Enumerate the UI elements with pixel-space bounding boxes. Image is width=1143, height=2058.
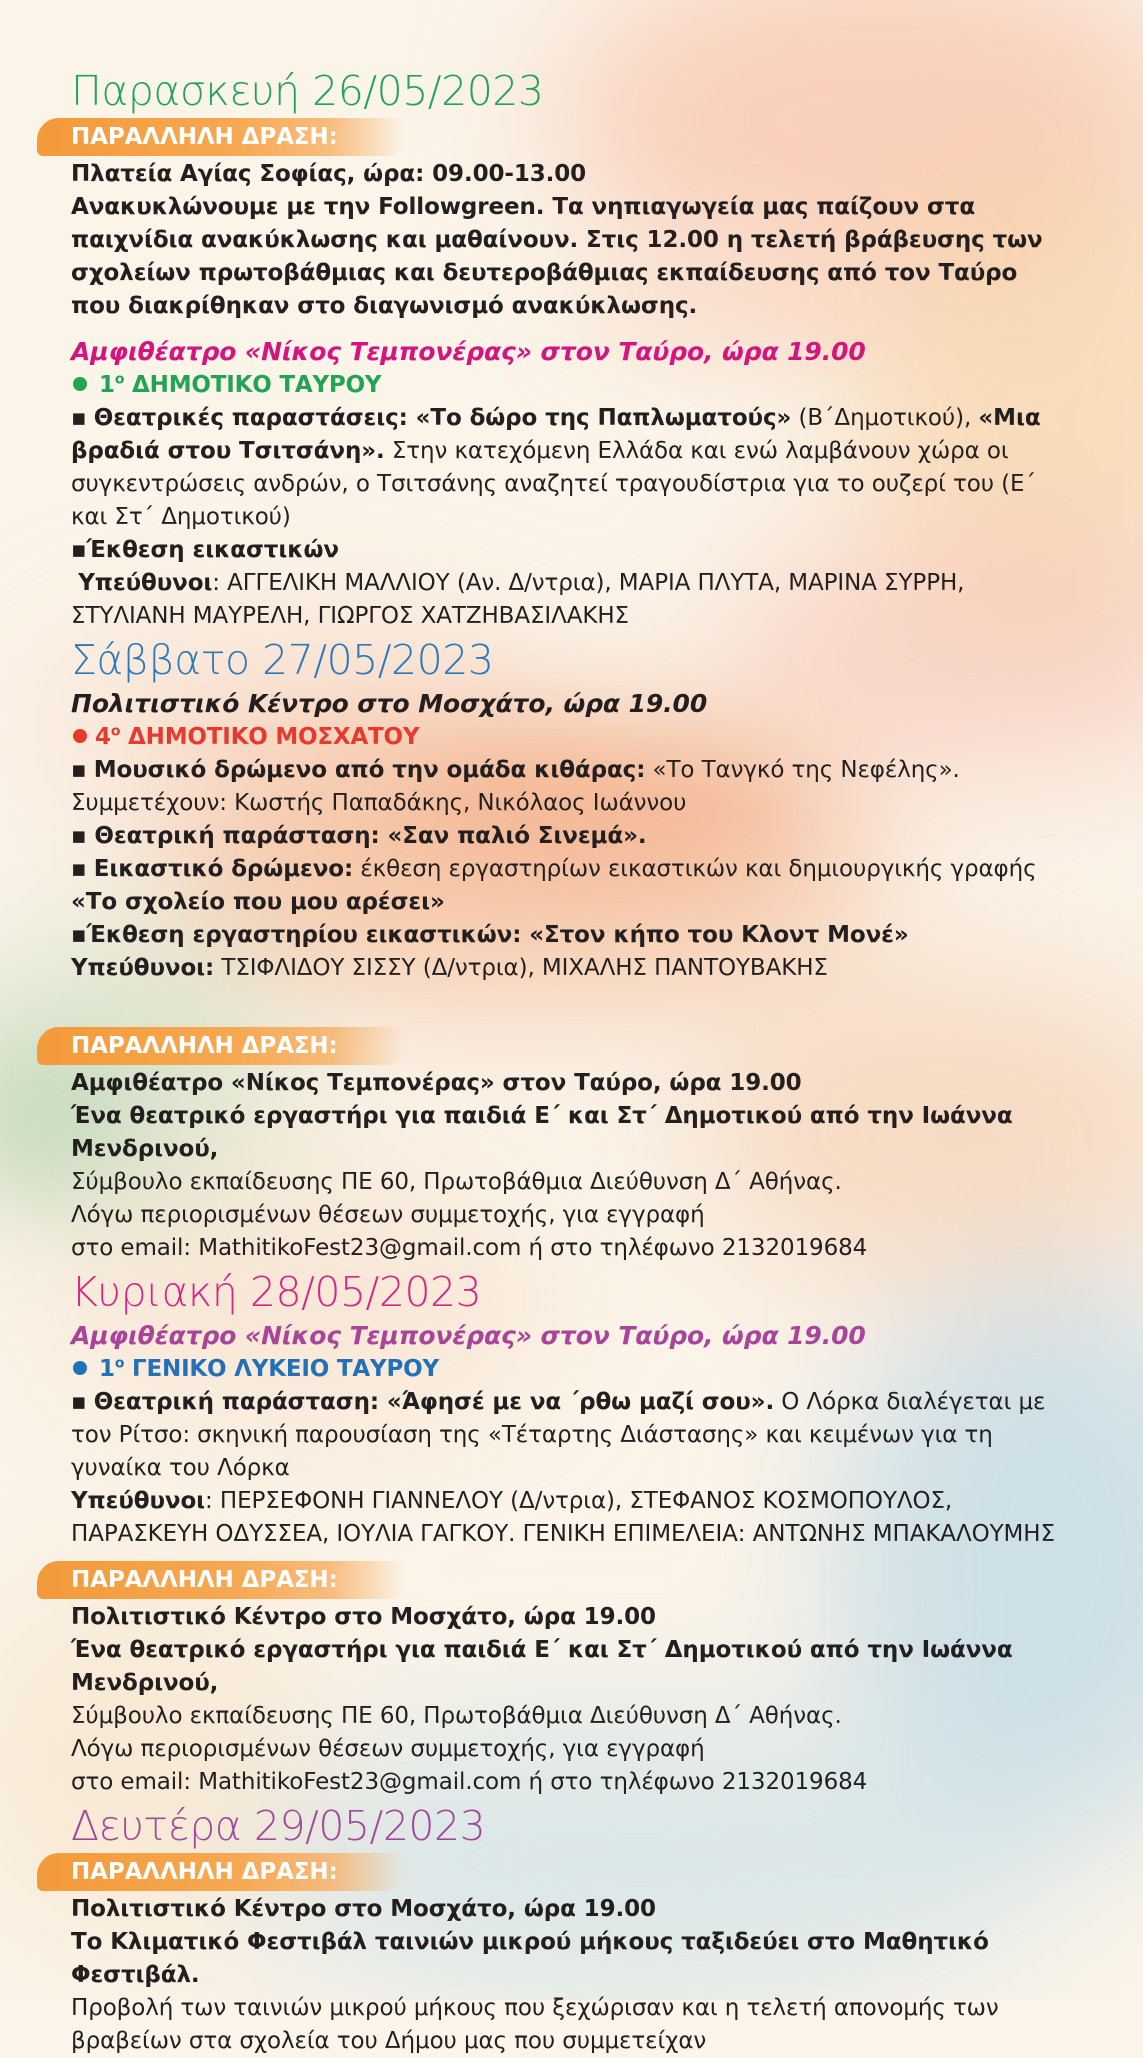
- parallel-description: Προβολή των ταινιών μικρού μήκους που ξεχώρισαν και η τελετή απονομής των βραβείων στα σχολεία του Δήμου μας που συμμετείχαν: [71, 1995, 999, 2054]
- day-saturday: [71, 633, 1071, 1265]
- parallel-detail: Λόγω περιορισμένων θέσεων συμμετοχής, για εγγραφή: [71, 1202, 705, 1228]
- square-bullet-icon: ▪: [71, 856, 87, 882]
- parallel-venue: Αμφιθέατρο «Νίκος Τεμπονέρας» στον Ταύρο, ώρα 19.00: [71, 1070, 802, 1096]
- day-title: Κυριακή 28/05/2023: [71, 1268, 482, 1316]
- square-bullet-icon: ▪: [71, 1389, 87, 1415]
- parallel-title: Το Κλιματικό Φεστιβάλ ταινιών μικρού μήκους ταξιδεύει στο Μαθητικό Φεστιβάλ.: [71, 1929, 989, 1988]
- event-item: ▪Έκθεση εικαστικών: [71, 537, 339, 563]
- program-content: [71, 64, 1071, 2058]
- day-title: Δευτέρα 29/05/2023: [71, 1802, 486, 1850]
- day-title: Σάββατο 27/05/2023: [71, 636, 494, 684]
- parallel-title: Ένα θεατρικό εργαστήρι για παιδιά Ε΄ και Στ΄ Δημοτικού από την Ιωάννα Μενδρινού,: [71, 1637, 1013, 1696]
- event-item: ▪ Μουσικό δρώμενο από την ομάδα κιθάρας: «Το Τανγκό της Νεφέλης».: [71, 757, 960, 783]
- parallel-detail: Λόγω περιορισμένων θέσεων συμμετοχής, για εγγραφή: [71, 1736, 705, 1762]
- event-item-detail: «Το σχολείο που μου αρέσει»: [71, 889, 445, 915]
- venue-time-line: Πλατεία Αγίας Σοφίας, ώρα: 09.00-13.00: [71, 161, 587, 187]
- school-name: $1^o$ ΓΕΝΙΚΟ ΛΥΚΕΙΟ ΤΑΥΡΟΥ: [71, 1353, 1071, 1386]
- parallel-title: Ένα θεατρικό εργαστήρι για παιδιά Ε΄ και Στ΄ Δημοτικού από την Ιωάννα Μενδρινού,: [71, 1103, 1013, 1162]
- day-title: Παρασκευή 26/05/2023: [71, 67, 544, 115]
- day-sunday: [71, 1265, 1071, 1799]
- bullet-dot-icon: [73, 1361, 87, 1375]
- venue-heading: Αμφιθέατρο «Νίκος Τεμπονέρας» στον Ταύρο, ώρα 19.00: [71, 1321, 866, 1350]
- parallel-detail: Σύμβουλο εκπαίδευσης ΠΕ 60, Πρωτοβάθμια Διεύθυνση Δ΄ Αθήνας.: [71, 1169, 842, 1195]
- bullet-dot-icon: [73, 377, 87, 391]
- square-bullet-icon: ▪: [71, 757, 87, 783]
- school-name: $1^o$ ΔΗΜΟΤΙΚΟ ΤΑΥΡΟΥ: [71, 369, 1071, 402]
- square-bullet-icon: ▪: [71, 405, 87, 431]
- day-friday: [71, 64, 1071, 633]
- day-monday: [71, 1799, 1071, 2058]
- parallel-venue: Πολιτιστικό Κέντρο στο Μοσχάτο, ώρα 19.00: [71, 1604, 656, 1630]
- parallel-action-banner: ΠΑΡΑΛΛΗΛΗ ΔΡΑΣΗ:: [37, 1027, 404, 1065]
- event-description: Ανακυκλώνουμε με την Followgreen. Τα νηπιαγωγεία μας παίζουν στα παιχνίδια ανακύκλωσης και μαθαίνουν. Στις 12.00 η τελετή βράβευσης των σχολείων πρωτοβάθμιας και δευτεροβάθμιας εκπαίδευσης από τον Ταύρο που διακρίθηκαν στο διαγωνισμό ανακύκλωσης.: [71, 194, 1043, 319]
- bullet-dot-icon: [73, 729, 87, 743]
- event-item: ▪ Θεατρικές παραστάσεις: «Το δώρο της Παπλωματούς» (Β΄Δημοτικού), «Μια βραδιά στου Τσιτσάνη». Στην κατεχόμενη Ελλάδα και ενώ λαμβάνουν χώρα οι συγκεντρώσεις ανδρών, ο Τσιτσάνης αναζητεί τραγουδίστρια για το ουζερί του (Ε΄ και Στ΄ Δημοτικού): [71, 405, 1041, 530]
- venue-heading: Πολιτιστικό Κέντρο στο Μοσχάτο, ώρα 19.00: [71, 689, 708, 718]
- event-item: ▪ Εικαστικό δρώμενο: έκθεση εργαστηρίων εικαστικών και δημιουργικής γραφής: [71, 856, 1037, 882]
- parallel-action-banner: ΠΑΡΑΛΛΗΛΗ ΔΡΑΣΗ:: [37, 1853, 404, 1891]
- responsible-persons: Υπεύθυνοι: ΑΓΓΕΛΙΚΗ ΜΑΛΛΙΟΥ (Αν. Δ/ντρια), ΜΑΡΙΑ ΠΛΥΤΑ, ΜΑΡΙΝΑ ΣΥΡΡΗ, ΣΤΥΛΙΑΝΗ ΜΑΥΡΕΛΗ, ΓΙΩΡΓΟΣ ΧΑΤΖΗΒΑΣΙΛΑΚΗΣ: [71, 570, 965, 629]
- school-name: $4^o$ ΔΗΜΟΤΙΚΟ ΜΟΣΧΑΤΟΥ: [71, 721, 1071, 754]
- square-bullet-icon: ▪: [71, 922, 87, 948]
- event-item: ▪ Θεατρική παράσταση: «Σαν παλιό Σινεμά».: [71, 823, 647, 849]
- responsible-persons: Υπεύθυνοι: ΤΣΙΦΛΙΔΟΥ ΣΙΣΣΥ (Δ/ντρια), ΜΙΧΑΛΗΣ ΠΑΝΤΟΥΒΑΚΗΣ: [71, 955, 828, 981]
- event-item-detail: Συμμετέχουν: Κωστής Παπαδάκης, Νικόλαος Ιωάννου: [71, 790, 687, 816]
- parallel-venue: Πολιτιστικό Κέντρο στο Μοσχάτο, ώρα 19.00: [71, 1896, 656, 1922]
- parallel-action-banner: ΠΑΡΑΛΛΗΛΗ ΔΡΑΣΗ:: [37, 118, 404, 156]
- parallel-contact: στο email: MathitikoFest23@gmail.com ή στο τηλέφωνο 2132019684: [71, 1769, 868, 1795]
- square-bullet-icon: ▪: [71, 823, 87, 849]
- parallel-action-banner: ΠΑΡΑΛΛΗΛΗ ΔΡΑΣΗ:: [37, 1561, 404, 1599]
- parallel-contact: στο email: MathitikoFest23@gmail.com ή στο τηλέφωνο 2132019684: [71, 1235, 868, 1261]
- venue-heading: Αμφιθέατρο «Νίκος Τεμπονέρας» στον Ταύρο, ώρα 19.00: [71, 337, 866, 366]
- square-bullet-icon: ▪: [71, 537, 87, 563]
- parallel-detail: Σύμβουλο εκπαίδευσης ΠΕ 60, Πρωτοβάθμια Διεύθυνση Δ΄ Αθήνας.: [71, 1703, 842, 1729]
- event-item: ▪Έκθεση εργαστηρίου εικαστικών: «Στον κήπο του Κλοντ Μονέ»: [71, 922, 909, 948]
- responsible-persons: Υπεύθυνοι: ΠΕΡΣΕΦΟΝΗ ΓΙΑΝΝΕΛΟΥ (Δ/ντρια), ΣΤΕΦΑΝΟΣ ΚΟΣΜΟΠΟΥΛΟΣ, ΠΑΡΑΣΚΕΥΗ ΟΔΥΣΣΕΑ, ΙΟΥΛΙΑ ΓΑΓΚΟΥ. ΓΕΝΙΚΗ ΕΠΙΜΕΛΕΙΑ: ΑΝΤΩΝΗΣ ΜΠΑΚΑΛΟΥΜΗΣ: [71, 1488, 1055, 1547]
- event-item: ▪ Θεατρική παράσταση: «Άφησέ με να ΄ρθω μαζί σου». Ο Λόρκα διαλέγεται με τον Ρίτσο: σκηνική παρουσίαση της «Τέταρτης Διάστασης» και κειμένων για τη γυναίκα του Λόρκα: [71, 1389, 1046, 1481]
